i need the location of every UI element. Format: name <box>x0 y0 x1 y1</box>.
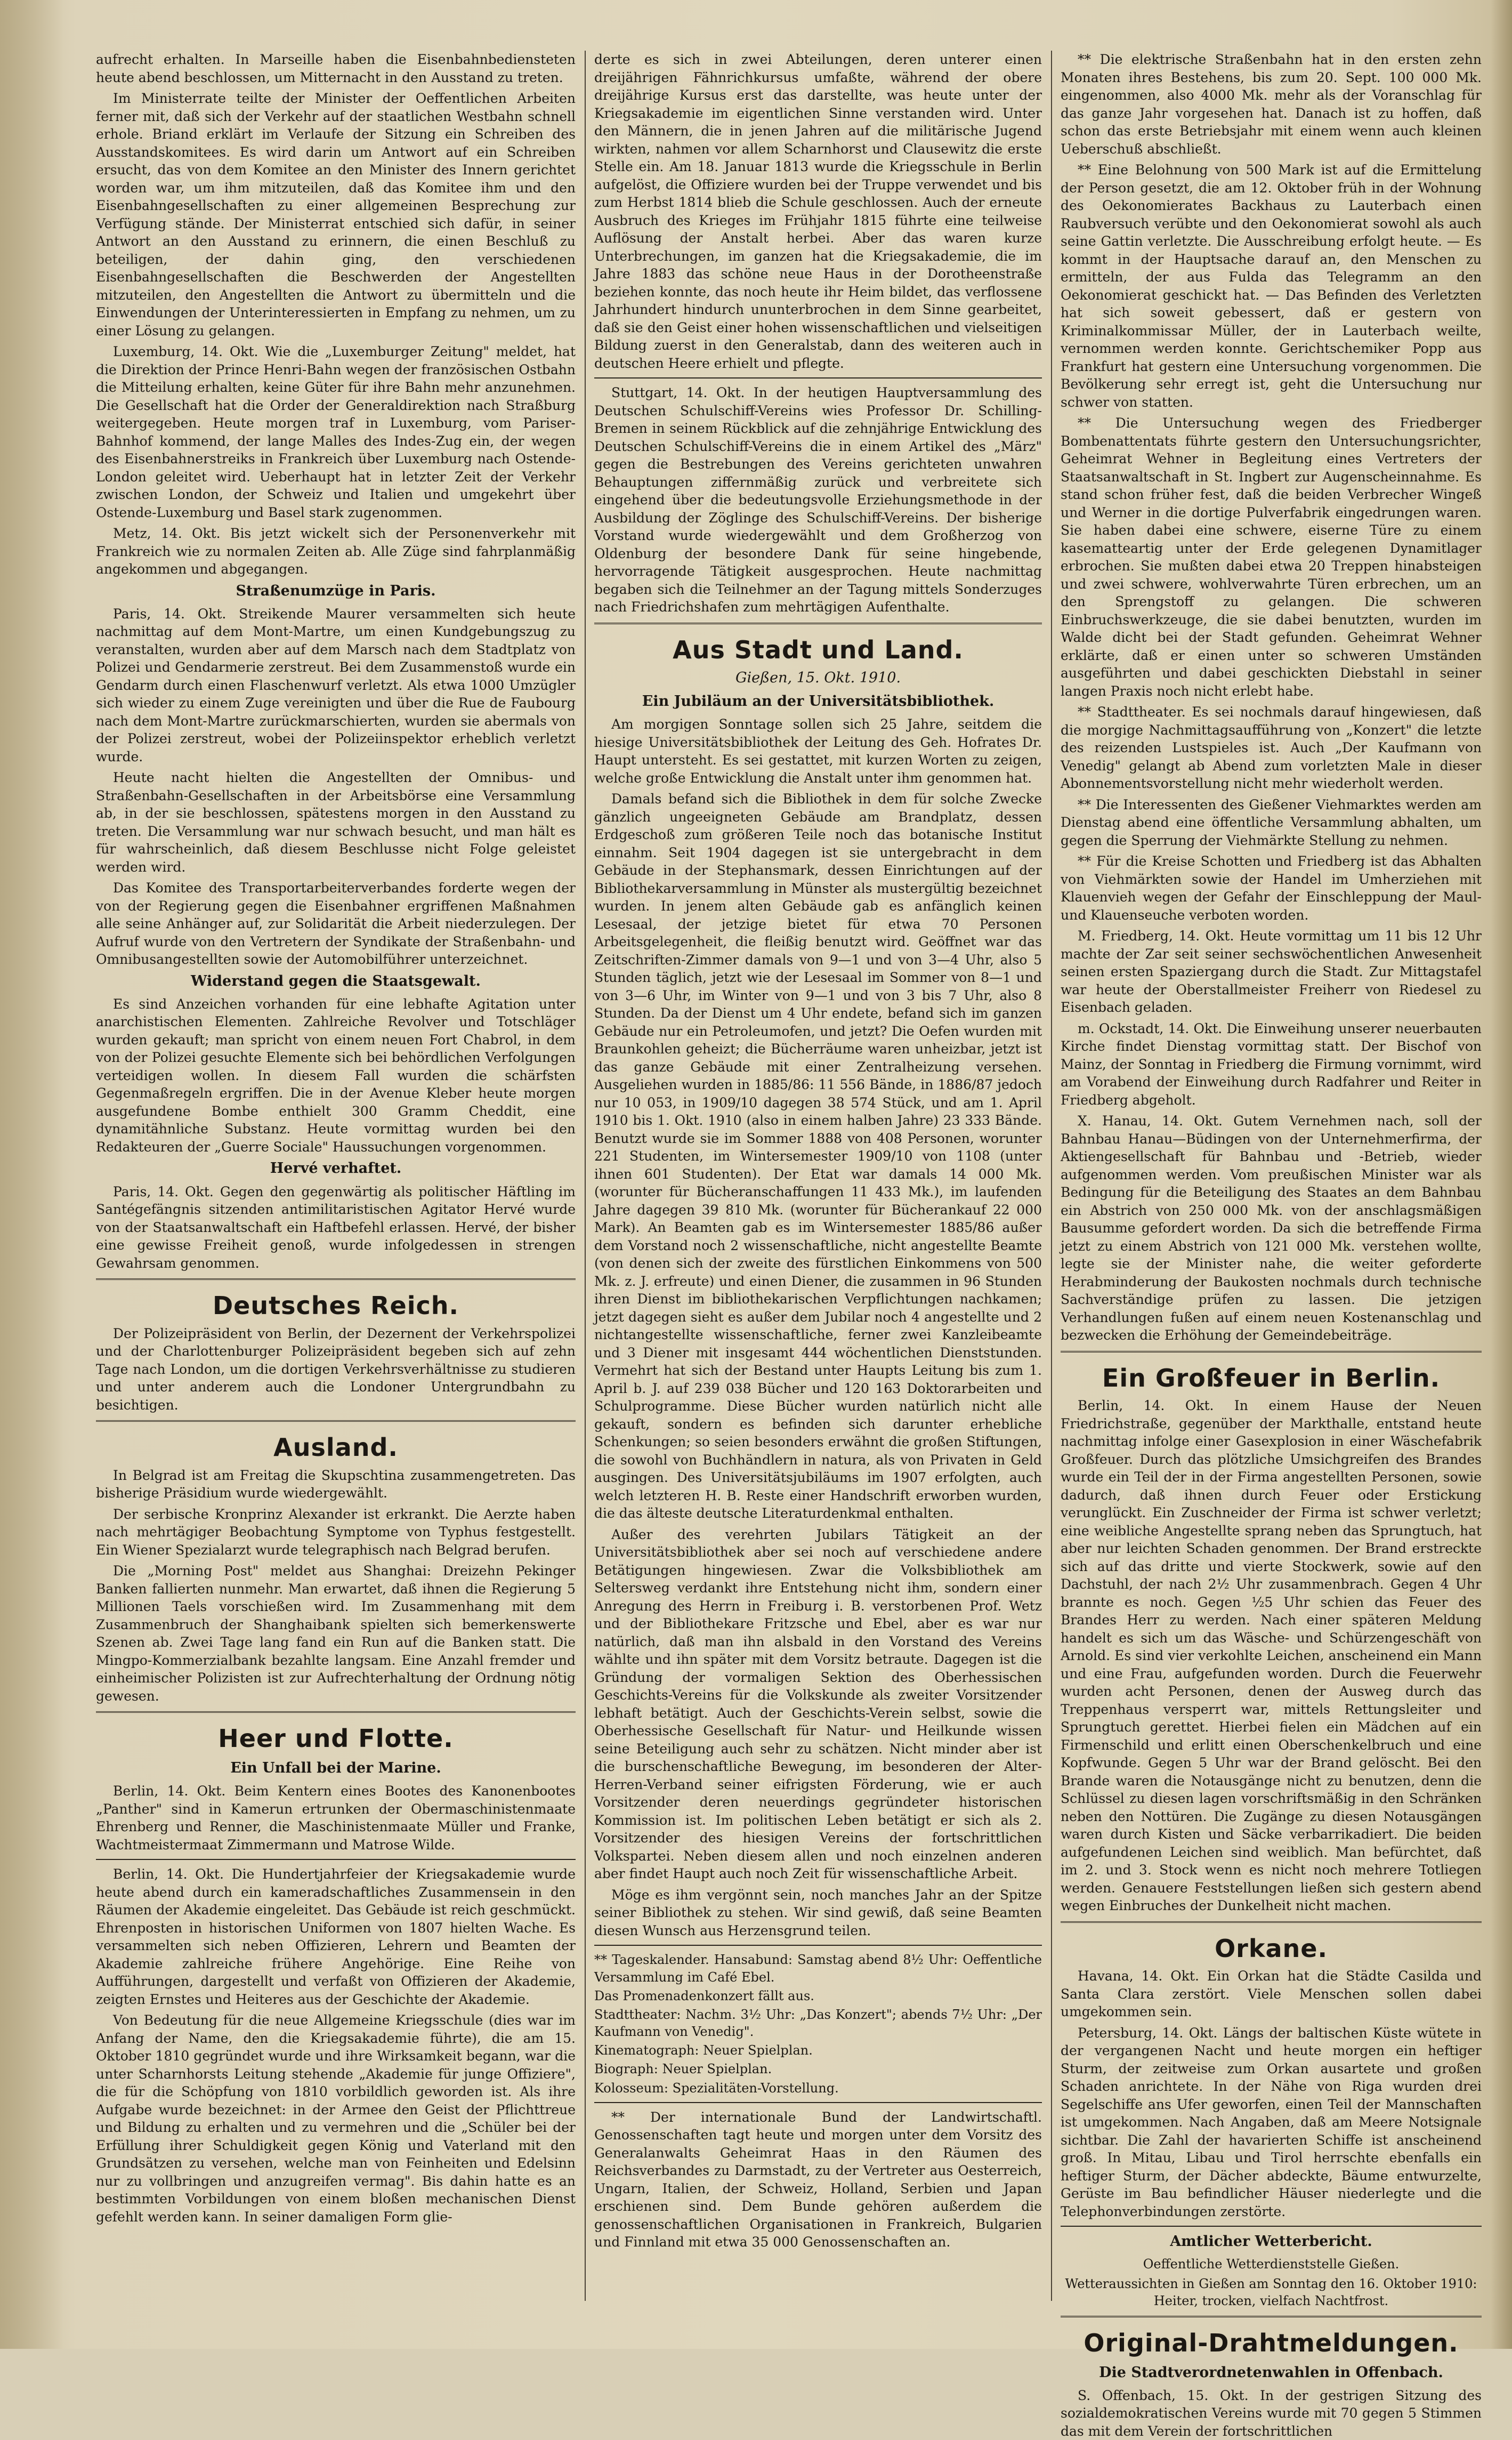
article-text: Der serbische Kronprinz Alexander ist erkrankt. Die Aerzte haben nach mehrtägiger Beobachtung Symptome von Typhus festgestellt. Ein Wiener Spezialarzt wurde telegraphisch nach Belgrad berufen. <box>96 1506 576 1558</box>
article-text: m. Ockstadt, 14. Okt. Die Einweihung unserer neuerbauten Kirche findet Dienstag vormittag statt. Der Bischof von Mainz, der Sonntag in Friedberg die Firmung vornimmt, wird am Vorabend der Einweihung durch Radfahrer und Reiter in Friedberg abgeholt. <box>1061 1020 1482 1108</box>
article-text: Von Bedeutung für die neue Allgemeine Kriegsschule (dies war im Anfang der Name, den die Kriegsakademie führte), die am 15. Oktober 1810 gegründet wurde und ihre Wirksamkeit begann, war die unter Scharnhorsts Leitung stehende „Akademie für junge Offiziere", die für die Schöpfung von 1810 vorbildlich geworden ist. Als ihre Aufgabe wurde bezeichnet: in der Armee den Geist der Pflichttreue und Bildung zu erhalten und zu vermehren und die „Schüler bei der Erfüllung ihrer Schuldigkeit gegen König und Vaterland mit den Grundsätzen zu versehen, welche man von Feinheiten und Edelsinn nur zu vollbringen und anzugreifen vermag". Bis dahin hatte es an bestimmten Vorbildungen von einem bloßen mechanischen Dienst gefehlt werden kann. In seiner damaligen Form glie- <box>96 2012 576 2225</box>
article-text: Berlin, 14. Okt. In einem Hause der Neuen Friedrichstraße, gegenüber der Markthalle, entstand heute nachmittag infolge einer Gasexplosion in einer Wäschefabrik Großfeuer. Durch das plötzliche Umsichgreifen des Brandes wurde ein Teil der in der Firma angestellten Personen, sowie dadurch, daß ihnen durch Feuer oder Erstickung verunglückt. Ein Zuschneider der Firma ist schwer verletzt; eine weibliche Angestellte sprang neben das Sprungtuch, hat aber nur leichten Schaden genommen. Der Brand erstreckte sich auf das dritte und vierte Stockwerk, sowie auf den Dachstuhl, der nach 2½ Uhr zusammenbrach. Gegen 4 Uhr brannte es noch. Gegen ½5 Uhr schien das Feuer des Brandes Herr zu werden. Nach einer späteren Meldung handelt es sich um das Wäsche- und Schürzengeschäft von Arnold. Es sind vier verkohlte Leichen, anscheinend ein Mann und eine Frau, aufgefunden worden. Durch die Feuerwehr wurden acht Personen, denen der Ausweg durch das Treppenhaus versperrt war, mittels Rettungsleiter und Sprungtuch gerettet. Hierbei fielen ein Mädchen auf ein Firmenschild und erlitt einen Oberschenkelbruch und eine Kopfwunde. Gegen 5 Uhr war der Brand gelöscht. Bei den Brande waren die Notausgänge nicht zu benutzen, denn die Schlüssel zu diesen lagen vorschriftsmäßig in den Schränken neben den Nottüren. Die Zugänge zu diesen Notausgängen waren durch Kisten und Säcke verbarrikadiert. Die beiden aufgefundenen Leichen sind weiblich. Man befürchtet, daß im 2. und 3. Stock wenn es nicht noch mehrere Totliegen werden. Genauere Feststellungen ließen sich gestern abend wegen Einbruches der Dunkelheit nicht machen. <box>1061 1398 1482 1914</box>
article-text: ** Der internationale Bund der Landwirtschaftl. Genossenschaften tagt heute und morgen unter dem Vorsitz des Generalanwalts Geheimrat Haas in den Räumen des Reichsverbandes zu Darmstadt, zu der Vertreter aus Oesterreich, Ungarn, Italien, der Schweiz, Holland, Serbien und Japan erschienen sind. Dem Bunde gehören außerdem die genossenschaftlichen Organisationen in Frankreich, Bulgarien und Finnland mit etwa 35 000 Genossenschaften an. <box>594 2109 1042 2250</box>
article-text: Das Komitee des Transportarbeiterverbandes forderte wegen der von der Regierung gegen die Eisenbahner ergriffenen Maßnahmen alle seine Anhänger auf, zur Solidarität die Arbeit niederzulegen. Der Aufruf wurde von den Vertretern der Syndikate der Straßenbahn- und Omnibusangestellten sowie der Automobilführer unterzeichnet. <box>96 880 576 968</box>
section-heading-grossfeuer: Ein Großfeuer in Berlin. <box>1102 1363 1441 1392</box>
article-text: M. Friedberg, 14. Okt. Heute vormittag um 11 bis 12 Uhr machte der Zar seit seiner sechswöchentlichen Anwesenheit seinen ersten Spaziergang durch die Stadt. Zur Mittagstafel war heute der Oberstallmeister Freiherr von Riedesel zu Eisenbach geladen. <box>1061 928 1482 1015</box>
article-text: X. Hanau, 14. Okt. Gutem Vernehmen nach, soll der Bahnbau Hanau—Büdingen von der Unternehmerfirma, der Aktiengesellschaft für Bahnbau und -Betrieb, wieder aufgenommen werden. Vom preußischen Minister war als Bedingung für die Beteiligung des Staates an dem Bahnbau ein Abstrich von 250 000 Mk. von der anschlagsmäßigen Bausumme gefordert worden. Da sich die betreffende Firma jetzt zu einem Abstrich von 121 000 Mk. verstehen wollte, legte sie der Minister nahe, die weiter geforderte Herabminderung der Baukosten nochmals durch technische Sachverständige prüfen zu lassen. Die jetzigen Verhandlungen fußen auf einem neuen Kostenanschlag und bezwecken die Erhöhung der Gemeindebeiträge. <box>1061 1113 1482 1343</box>
section-divider <box>1061 1921 1482 1923</box>
article-text: Es sind Anzeichen vorhanden für eine lebhafte Agitation unter anarchistischen Elementen. Zahlreiche Revolver und Totschläger wurden gekauft; man spricht von einem neuen Fort Chabrol, in dem von der Polizei gesuchte Elemente sich bei behördlichen Verfolgungen verteidigen wollen. In diesem Fall wurden die schärfsten Gegenmaßregeln ergriffen. Die in der Avenue Kleber heute morgen ausgefundene Bombe enthielt 300 Gramm Cheddit, eine dynamitähnliche Substanz. Heute vormittag wurden bei den Redakteuren der „Guerre Sociale" Haussuchungen vorgenommen. <box>96 996 576 1155</box>
subheading-paris: Straßenumzüge in Paris. <box>236 582 436 599</box>
weather-office: Oeffentliche Wetterdienststelle Gießen. <box>1143 2257 1400 2272</box>
subheading-jubilaeum: Ein Jubiläum an der Universitätsbibliothek. <box>642 693 994 710</box>
calendar-entry: Kinematograph: Neuer Spielplan. <box>594 2043 813 2058</box>
article-text: Luxemburg, 14. Okt. Wie die „Luxemburger Zeitung" meldet, hat die Direktion der Prince Henri-Bahn wegen der französischen Ostbahn die Mitteilung erhalten, keine Güter für ihre Bahn mehr anzunehmen. Die Gesellschaft hat die Order der Generaldirektion nach Straßburg weitergegeben. Heute morgen traf in Luxemburg, vom Pariser-Bahnhof kommend, der lange Malles des Indes-Zug ein, der wegen des Eisenbahnerstreiks in Frankreich über Luxemburg nach Ostende-London geleitet wird. Ueberhaupt hat in letzter Zeit der Verkehr zwischen London, der Schweiz und Italien und umgekehrt über Ostende-Luxemburg und Basel stark zugenommen. <box>96 344 576 520</box>
section-heading-aus-stadt-und-land: Aus Stadt und Land. <box>673 635 964 664</box>
article-text: ** Für die Kreise Schotten und Friedberg ist das Abhalten von Viehmärkten sowie der Handel im Umherziehen mit Klauenvieh wegen der Gefahr der Einschleppung der Maul- und Klauenseuche verboten worden. <box>1061 853 1482 923</box>
page-fold-shadow <box>0 0 64 2349</box>
calendar-entry: Kolosseum: Spezialitäten-Vorstellung. <box>594 2080 839 2096</box>
article-text: ** Die elektrische Straßenbahn hat in den ersten zehn Monaten ihres Bestehens, bis zum 20. Sept. 100 000 Mk. eingenommen, also 4000 Mk. mehr als der Voranschlag für das ganze Jahr vorgesehen hat. Danach ist zu hoffen, daß schon das erste Betriebsjahr mit einem wenn auch kleinen Ueberschuß abschließt. <box>1061 52 1482 157</box>
dateline: Gießen, 15. Okt. 1910. <box>735 670 901 687</box>
article-text: Heute nacht hielten die Angestellten der Omnibus- und Straßenbahn-Gesellschaften in der Arbeitsbörse eine Versammlung ab, in der sie beschlossen, spätestens morgen in den Ausstand zu treten. Die Versammlung war nur schwach besucht, und man hält es für wahrscheinlich, daß diesem Beschlusse nicht Folge geleistet werden wird. <box>96 770 576 875</box>
section-heading-heer-und-flotte: Heer und Flotte. <box>218 1724 454 1753</box>
article-text: Metz, 14. Okt. Bis jetzt wickelt sich der Personenverkehr mit Frankreich wie zu normalen Zeiten ab. Alle Züge sind fahrplanmäßig angekommen und abgegangen. <box>96 526 576 577</box>
article-divider <box>1061 2226 1482 2227</box>
section-heading-ausland: Ausland. <box>273 1433 398 1462</box>
article-text: Stuttgart, 14. Okt. In der heutigen Hauptversammlung des Deutschen Schulschiff-Vereins wies Professor Dr. Schilling-Bremen in seinem Rückblick auf die zehnjährige Entwicklung des Deutschen Schulschiff-Vereins die in einem Artikel des „März" gegen die Bestrebungen des Vereins gerichteten unwahren Behauptungen ziffernmäßig zurück und verbreitete sich eingehend über die bedeutungsvolle Erziehungsmethode in der Ausbildung der Zöglinge des Schulschiff-Vereins. Der bisherige Vorstand wurde wiedergewählt und dem Großherzog von Oldenburg der besondere Dank für seine hingebende, hervorragende Tätigkeit ausgesprochen. Heute nachmittag begaben sich die Teilnehmer an der Tagung mittels Sonderzuges nach Friedrichshafen zum mehrtägigen Aufenthalte. <box>594 385 1042 615</box>
subheading-widerstand: Widerstand gegen die Staatsgewalt. <box>191 972 481 989</box>
article-text: Berlin, 14. Okt. Beim Kentern eines Bootes des Kanonenbootes „Panther" sind in Kamerun ertrunken der Obermaschinistenmaate Ehrenberg und Renner, die Maschinistenmaate Müller und Franke, Wachtmeistermaat Zimmermann und Matrose Wilde. <box>96 1783 576 1853</box>
article-text: Möge es ihm vergönnt sein, noch manches Jahr an der Spitze seiner Bibliothek zu stehen. Wir sind gewiß, daß seine Beamten diesen Wunsch aus Herzensgrund teilen. <box>594 1887 1042 1938</box>
section-heading-orkane: Orkane. <box>1215 1934 1328 1963</box>
column-left <box>96 51 576 2301</box>
weather-forecast: Wetteraussichten in Gießen am Sonntag den 16. Oktober 1910: Heiter, trocken, vielfach Nachtfrost. <box>1065 2276 1477 2308</box>
article-text: Petersburg, 14. Okt. Längs der baltischen Küste wütete in der vergangenen Nacht und heute morgen ein heftiger Sturm, der zeitweise zum Orkan ausartete und großen Schaden anrichtete. In der Nähe von Riga wurden drei Segelschiffe ans Ufer geworfen, einen Teil der Mannschaften ist umgekommen. Nach Angaben, daß am Meere Notsignale sichtbar. Die Zahl der havarierten Schiffe ist anscheinend groß. In Mitau, Libau und Tirol herrschte ebenfalls ein heftiger Sturm, der Dächer abdeckte, Bäume entwurzelte, Gerüste im Bau befindlicher Häuser niederlegte und die Telephonverbindungen zerstörte. <box>1061 2025 1482 2219</box>
article-text: Damals befand sich die Bibliothek in dem für solche Zwecke gänzlich ungeeigneten Gebäude am Brandplatz, dessen Erdgeschoß zum größeren Teile noch das botanische Institut einnahm. Seit 1904 dagegen ist sie untergebracht in dem Gebäude in der Stephansmark, dessen Einrichtungen auf der Bibliothekarversammlung in Münster als mustergültig bezeichnet wurden. In jenem alten Gebäude gab es anfänglich keinen Lesesaal, der jetzige bietet für etwa 70 Personen Arbeitsgelegenheit, die fleißig benutzt wird. Geöffnet war das Zeitschriften-Zimmer damals von 9—1 und von 3—4 Uhr, also 5 Stunden täglich, jetzt wie der Lesesaal im Sommer von 8—1 und von 3—6 Uhr, im Winter von 9—1 und von 3 bis 7 Uhr, also 8 Stunden. Da der Dienst um 4 Uhr endete, befand sich im ganzen Gebäude nur ein Petroleumofen, und jetzt? Die Oefen wurden mit Braunkohlen geheizt; die Bücherräume waren unheizbar, jetzt ist das ganze Gebäude mit einer Zentralheizung versehen. Ausgeliehen wurden in 1885/86: 11 556 Bände, in 1886/87 jedoch nur 10 053, in 1909/10 dagegen 38 574 Stück, und am 1. April 1910 bis 1. Okt. 1910 (also in einem halben Jahre) 23 333 Bände. Benutzt wurde sie im Sommer 1888 von 408 Personen, worunter 221 Studenten, im Wintersemester 1909/10 von 1108 (unter ihnen 601 Studenten). Der Etat war damals 14 000 Mk. (worunter für Bücheranschaffungen 11 433 Mk.), im laufenden Jahre dagegen 39 810 Mk. (worunter für Bücherankauf 22 000 Mark). An Beamten gab es im Wintersemester 1885/86 außer dem Vorstand noch 2 wissenschaftliche, nicht angestellte Beamte (von denen sich der zweite des fürstlichen Einkommens von 500 Mk. z. J. erfreute) und einen Diener, die zusammen in 96 Stunden ihren Dienst im bibliothekarischen Verpflichtungen nachkamen; jetzt dagegen sieht es außer dem Jubilar noch 4 angestellte und 2 nichtangestellte wissenschaftliche, ferner zwei Kanzleibeamte und 3 Diener mit insgesamt 444 wöchentlichen Dienststunden. Vermehrt hat sich der Bestand unter Haupts Leitung bis zum 1. April b. J. auf 239 038 Bücher und 120 163 Doktorarbeiten und Schulprogramme. Diese Bücher wurden natürlich nicht alle gekauft, sondern es befinden sich darunter erhebliche Schenkungen; so seien besonders erwähnt die großen Stiftungen, die sowohl von Buchhändlern in natura, als von Privaten in Geld ausgingen. Des Universitätsjubiläums im 1907 erfolgten, auch welch letzteren H. B. Reste einer Handschrift erworben wurden, die das älteste deutsche Literaturdenkmal enthalten. <box>594 791 1042 1521</box>
page-edge-shadow <box>1491 0 1512 2349</box>
article-text: Die „Morning Post" meldet aus Shanghai: Dreizehn Pekinger Banken fallierten nunmehr. Man erwartet, daß ihnen die Regierung 5 Millionen Taels vorschießen wird. Im Zusammenhang mit dem Zusammenbruch der Shanghaibank spielten sich bemerkenswerte Szenen ab. Zwei Tage lang fand ein Run auf die Banken statt. Die Mingpo-Kommerzialbank bezahlte langsam. Eine Anzahl fremder und einheimischer Polizisten ist zur Aufrechterhaltung der Ordnung nötig gewesen. <box>96 1563 576 1704</box>
article-text: Außer des verehrten Jubilars Tätigkeit an der Universitätsbibliothek aber sei noch auf verschiedene andere Betätigungen hingewiesen. Zwar die Volksbibliothek am Seltersweg verdankt ihre Entstehung nicht ihm, sondern einer Anregung des Herrn in Freiburg i. B. verstorbenen Prof. Wetz und der Bibliothekare Fritzsche und Ebel, aber es war nur natürlich, daß man ihn alsbald in den Vorstand des Vereins wählte und ihn später mit dem Vorsitz betraute. Dagegen ist die Gründung der vormaligen Sektion des Oberhessischen Geschichts-Vereins für die Volkskunde als zweiter Vorsitzender lebhaft betätigt. Auch der Geschichts-Verein selbst, sowie die Oberhessische Gesellschaft für Natur- und Heilkunde wissen seine Beteiligung auch sehr zu schätzen. Nicht minder aber ist die burschenschaftliche Bewegung, im besonderen der Alter-Herren-Verband seiner eifrigsten Förderung, wie er auch Vorsitzender deren neuerdings gegründeter historischen Kommission ist. Im politischen Leben betätigt er sich als 2. Vorsitzender des hiesigen Vereins der fortschrittlichen Volkspartei. Neben diesem allen und noch einzelnen anderen aber findet Haupt auch noch Zeit für wissenschaftliche Arbeit. <box>594 1526 1042 1882</box>
column-rule <box>585 51 586 2301</box>
calendar-entry: Biograph: Neuer Spielplan. <box>594 2061 772 2077</box>
subheading-unfall: Ein Unfall bei der Marine. <box>230 1759 441 1776</box>
subheading-herve: Hervé verhaftet. <box>270 1160 402 1177</box>
section-divider <box>96 1711 576 1713</box>
article-text: ** Die Interessenten des Gießener Viehmarktes werden am Dienstag abend eine öffentliche Versammlung abhalten, um gegen die Sperrung der Viehmärkte Stellung zu nehmen. <box>1061 796 1482 848</box>
subheading-stadtverordnetenwahlen: Die Stadtverordnetenwahlen in Offenbach. <box>1099 2364 1443 2381</box>
calendar-entry: Das Promenadenkonzert fällt aus. <box>594 1988 814 2003</box>
section-divider <box>1061 1351 1482 1352</box>
column-middle <box>594 51 1042 2301</box>
calendar-entry: ** Tageskalender. Hansabund: Samstag abend 8½ Uhr: Oeffentliche Versammlung im Café Ebel. <box>594 1952 1042 1985</box>
column-rule <box>1051 51 1052 2301</box>
article-text: derte es sich in zwei Abteilungen, deren unterer einen dreijährigen Fähnrichkursus umfaßte, während der obere dreijährige Kursus erst das darstellte, was heute unter der Kriegsakademie im eigentlichen Sinne verstanden wird. Unter den Männern, die in jenen Jahren auf die militärische Jugend wirkten, nahmen vor allem Scharnhorst und Clausewitz die erste Stelle ein. Am 18. Januar 1813 wurde die Kriegsschule in Berlin aufgelöst, die Offiziere wurden bei der Truppe verwendet und bis zum Herbst 1814 blieb die Schule geschlossen. Auch der erneute Ausbruch des Krieges im Frühjahr 1815 führte eine teilweise Auflösung der Anstalt herbei. Aber das waren kurze Unterbrechungen, im ganzen hat die Kriegsakademie, die im Jahre 1883 das schöne neue Haus in der Dorotheenstraße beziehen konnte, das noch heute ihr Heim bildet, das verflossene Jahrhundert hindurch ununterbrochen in dem Sinne gearbeitet, daß sie den Geist einer hohen wissenschaftlichen und vielseitigen Bildung zuerst in den Generalstab, dann des weiteren auch in deutschen Heere erhielt und pflegte. <box>594 52 1042 371</box>
article-text: Der Polizeipräsident von Berlin, der Dezernent der Verkehrspolizei und der Charlottenburger Polizeipräsident begeben sich auf zehn Tage nach London, um die dortigen Verkehrsverhältnisse zu studieren und unter anderem auch die Londoner Untergrundbahn zu besichtigen. <box>96 1325 576 1413</box>
article-text: In Belgrad ist am Freitag die Skupschtina zusammengetreten. Das bisherige Präsidium wurde wiedergewählt. <box>96 1467 576 1501</box>
section-heading-drahtmeldungen: Original-Drahtmeldungen. <box>1084 2328 1459 2357</box>
article-text: ** Stadttheater. Es sei nochmals darauf hingewiesen, daß die morgige Nachmittagsaufführung von „Konzert" die letzte des reizenden Lustspieles ist. Auch „Der Kaufmann von Venedig" gelangt ab Abend zum vorletzten Male in dieser Abonnementsvorstellung nicht mehr wiederholt werden. <box>1061 704 1482 791</box>
section-divider <box>96 1420 576 1422</box>
subheading-wetterbericht: Amtlicher Wetterbericht. <box>1170 2233 1372 2250</box>
section-divider <box>594 623 1042 624</box>
article-text: ** Die Untersuchung wegen des Friedberger Bombenattentats führte gestern den Untersuchungsrichter, Geheimrat Wehner in Begleitung eines Vertreters der Staatsanwaltschaft in St. Ingbert zur Augenscheinnahme. Es stand schon früher fest, daß die beiden Verbrecher Wingeß und Werner in die dortige Pulverfabrik eingedrungen waren. Sie haben dabei eine schwere, eiserne Türe zu einem kasematteartig unter der Erde gelegenen Dynamitlager erbrochen. Sie mußten dabei etwa 20 Treppen hinabsteigen und zwei schwere, wohlverwahrte Türen erbrechen, um an den Sprengstoff zu gelangen. Die schweren Einbruchswerkzeuge, die sie dabei benutzten, wurden im Walde dicht bei der Stadt gefunden. Geheimrat Wehner erklärte, daß er einen unter so schweren Umständen ausgeführten und dabei geschickten Diebstahl in seiner langen Praxis noch nicht erlebt habe. <box>1061 415 1482 699</box>
calendar-entry: Stadttheater: Nachm. 3½ Uhr: „Das Konzert"; abends 7½ Uhr: „Der Kaufmann von Venedig". <box>594 2007 1042 2040</box>
article-divider <box>96 1859 576 1860</box>
article-divider <box>594 377 1042 379</box>
article-text: ** Eine Belohnung von 500 Mark ist auf die Ermittelung der Person gesetzt, die am 12. Oktober früh in der Wohnung des Oekonomierates Backhaus zu Lauterbach einen Raubversuch verübte und den Oekonomierat sowohl als auch seine Gattin verletzte. Die Ausschreibung erfolgt heute. — Es kommt in der Hauptsache darauf an, den Menschen zu ermitteln, der aus Fulda das Telegramm an den Oekonomierat geschickt hat. — Das Befinden des Verletzten hat sich soweit gebessert, daß er gestern von Kriminalkommissar Müller, der in Lauterbach weilte, vernommen werden konnte. Gerichtschemiker Popp aus Frankfurt hat gestern eine Untersuchung vorgenommen. Die Bevölkerung sehr erregt ist, geht die Untersuchung nur schwer von statten. <box>1061 162 1482 410</box>
article-text: S. Offenbach, 15. Okt. In der gestrigen Sitzung des sozialdemokratischen Vereins wurde mit 70 gegen 5 Stimmen das mit dem Verein der fortschrittlichen <box>1061 2387 1482 2439</box>
section-divider <box>96 1278 576 1280</box>
article-divider <box>594 2102 1042 2103</box>
article-divider <box>594 1945 1042 1946</box>
article-text: Paris, 14. Okt. Streikende Maurer versammelten sich heute nachmittag auf dem Mont-Martre, um einen Kundgebungszug zu veranstalten, wurden aber auf dem Marsch nach dem Stadtplatz von Polizei und Gendarmerie zerstreut. Bei dem Zusammenstoß wurde ein Gendarm durch einen Flaschenwurf verletzt. Als etwa 1000 Umzügler sich wieder zu einem Zuge vereinigten und über die Rue de Faubourg nach dem Mont-Martre zurückmarschierten, wurden sie abermals von der Polizei zerstreut, wobei der Polizeiinspektor erheblich verletzt wurde. <box>96 606 576 764</box>
column-right <box>1061 51 1482 2439</box>
section-heading-deutsches-reich: Deutsches Reich. <box>213 1291 459 1320</box>
article-text: Berlin, 14. Okt. Die Hundertjahrfeier der Kriegsakademie wurde heute abend durch ein kameradschaftliches Zusammensein in den Räumen der Akademie eingeleitet. Das Gebäude ist reich geschmückt. Ehrenposten in historischen Uniformen von 1807 hielten Wache. Es versammelten sich neben Offizieren, Lehrern und Beamten der Akademie zahlreiche frühere Angehörige. Eine Reihe von Aufführungen, dargestellt und verfaßt von Offizieren der Akademie, zeigten Ernstes und Heiteres aus der Geschichte der Akademie. <box>96 1866 576 2007</box>
section-divider <box>1061 2316 1482 2317</box>
article-text: Im Ministerrate teilte der Minister der Oeffentlichen Arbeiten ferner mit, daß sich der Verkehr auf der staatlichen Westbahn schnell erhole. Briand erklärt im Verlaufe der Sitzung ein Schreiben des Ausstandskomitees. Es wird darin um Antwort auf ein Schreiben ersucht, das von dem Komitee an den Minister des Innern gerichtet worden war, um ihm mitzuteilen, daß das Komitee ihm und den Eisenbahngesellschaften zu einer allgemeinen Besprechung zur Verfügung stände. Der Ministerrat entschied sich dafür, in seiner Antwort an den Ausstand zu erinnern, die einen Beschluß zu beteiligen, der dahin ging, den verschiedenen Eisenbahngesellschaften die Beschwerden der Angestellten mitzuteilen, den Angestellten die Antwort zu übermitteln und die Einwendungen der Unterinteressierten in Empfang zu nehmen, um zu einer Lösung zu gelangen. <box>96 91 576 339</box>
article-text: aufrecht erhalten. In Marseille haben die Eisenbahnbediensteten heute abend beschlossen, um Mitternacht in den Ausstand zu treten. <box>96 52 576 85</box>
article-text: Paris, 14. Okt. Gegen den gegenwärtig als politischer Häftling im Santégefängnis sitzenden antimilitaristischen Agitator Hervé wurde von der Staatsanwaltschaft ein Haftbefehl erlassen. Hervé, der bisher eine gewisse Freiheit genoß, wurde infolgedessen in strengen Gewahrsam genommen. <box>96 1183 576 1271</box>
article-text: Am morgigen Sonntage sollen sich 25 Jahre, seitdem die hiesige Universitätsbibliothek der Leitung des Geh. Hofrates Dr. Haupt untersteht. Es sei gestattet, mit kurzen Worten zu zeigen, welche große Entwicklung die Anstalt unter ihm genommen hat. <box>594 716 1042 786</box>
article-text: Havana, 14. Okt. Ein Orkan hat die Städte Casilda und Santa Clara zerstört. Viele Menschen sollen dabei umgekommen sein. <box>1061 1968 1482 2020</box>
